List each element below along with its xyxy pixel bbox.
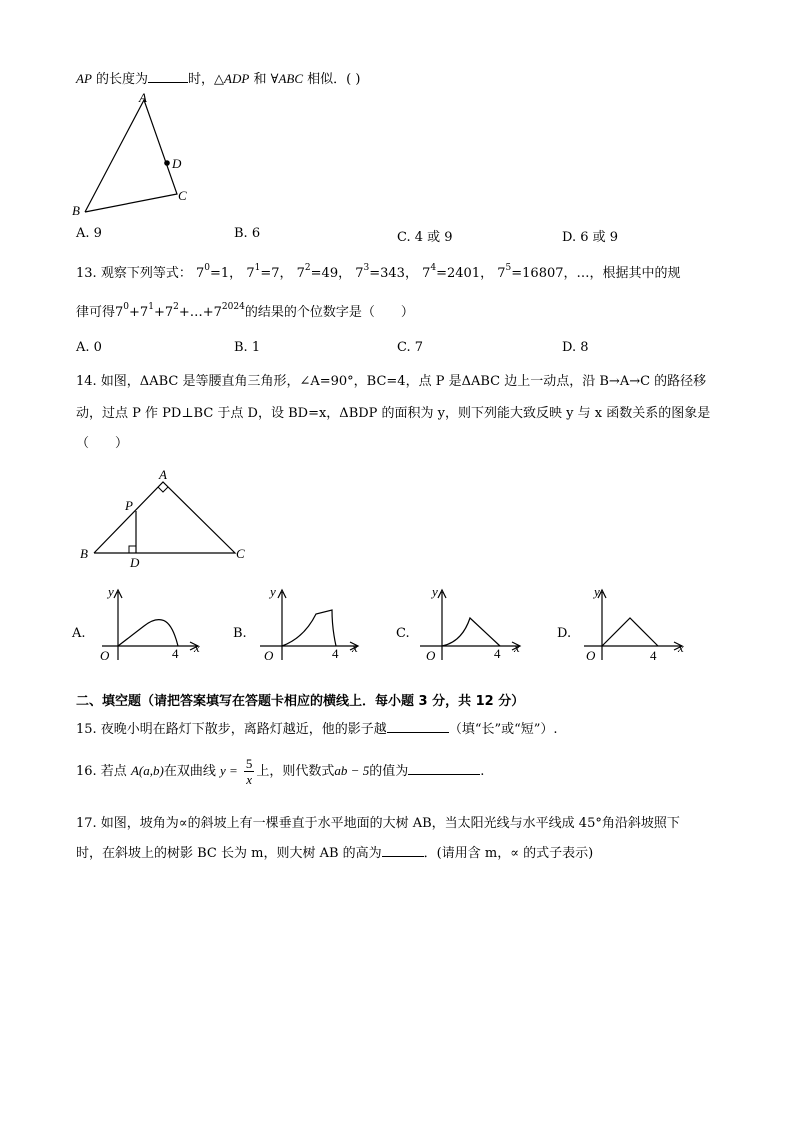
q12-and: 和 (249, 72, 271, 87)
q12-text2: 时， (188, 72, 215, 87)
q13-tail: …，根据其中的规 (576, 266, 681, 281)
q12-label-c: C (178, 188, 187, 203)
q12-label-a: A (139, 90, 147, 105)
q16-before: 16. 若点 (76, 764, 127, 779)
q14-line3: （ ） (76, 436, 129, 451)
svg-text:y: y (432, 584, 438, 599)
svg-text:O: O (426, 648, 436, 663)
q16-point: A(a,b) (130, 763, 164, 778)
q13-eq: $7^3=343$， (355, 263, 418, 281)
q12-option-b[interactable]: B. 6 (234, 226, 261, 241)
q13-eq: $7^2=49$， (296, 263, 352, 281)
q14-label-a: A (159, 467, 167, 482)
q13-option-d[interactable]: D. 8 (562, 340, 589, 355)
q14-line1: 14. 如图，ΔABC 是等腰直角三角形，∠A=90°，BC=4，点 P 是ΔABC 边上一动点，沿 B→A→C 的路径移 (76, 374, 707, 389)
q14-graph-option-a-label[interactable]: A. (72, 626, 86, 641)
q12-tri2: ∀ABC (270, 71, 303, 86)
q12-label-b: B (72, 203, 80, 218)
svg-text:O: O (100, 648, 110, 663)
q14-triangle-lines (94, 482, 235, 553)
q14-label-d: D (130, 555, 140, 569)
svg-text:x: x (352, 640, 358, 655)
q14-graph-option-d[interactable] (582, 584, 694, 664)
q17-line2 (76, 842, 593, 861)
q17-line2-a: 时，在斜坡上的树影 BC 长为 m，则大树 AB 的高为 (76, 846, 382, 861)
svg-text:4: 4 (172, 646, 179, 661)
svg-text:4: 4 (332, 646, 339, 661)
q16-period: . (480, 764, 485, 779)
svg-text:y: y (108, 584, 114, 599)
q13-option-c[interactable]: C. 7 (397, 340, 424, 355)
q12-triangle-figure (60, 88, 200, 220)
q13-option-a[interactable]: A. 0 (76, 340, 102, 355)
q12-prefix: AP (76, 71, 92, 86)
q14-graph-option-c[interactable] (418, 584, 538, 664)
q14-line2: 动，过点 P 作 PD⊥BC 于点 D，设 BD=x，ΔBDP 的面积为 y，则下列能大致反映 y 与 x 函数关系的图象是 (76, 406, 711, 421)
q16-stem (76, 756, 484, 787)
q16-mid: 在双曲线 (163, 764, 216, 779)
svg-text:x: x (194, 640, 200, 655)
q16-answer-blank[interactable] (408, 761, 480, 775)
svg-text:O: O (586, 648, 596, 663)
svg-text:O: O (264, 648, 274, 663)
q12-option-a[interactable]: A. 9 (76, 226, 102, 241)
q16-end: 的值为 (369, 764, 409, 779)
q16-fraction: $\frac{5}{x}$ (245, 756, 253, 787)
q12-text1: 的长度为 (91, 72, 149, 87)
q12-point-d (164, 160, 170, 166)
q15-stem (76, 718, 558, 737)
q14-right-angle-d (129, 546, 136, 553)
q13-line2-end: 的结果的个位数字是（ ） (244, 305, 414, 320)
q15-answer-blank[interactable] (387, 719, 449, 733)
q12-triangle-lines (85, 100, 177, 212)
q12-label-d: D (172, 156, 182, 171)
q13-eq: $7^4=2401$， (422, 263, 494, 281)
q14-graph-option-b[interactable] (256, 584, 376, 664)
q13-lead: 观察下列等式： (100, 266, 192, 281)
q16-y-eq: y = (219, 763, 238, 778)
q17-line2-b: ．(请用含 m，∝ 的式子表示) (423, 846, 594, 861)
q13-line2 (76, 301, 414, 320)
q14-graph-option-b-label[interactable]: B. (233, 626, 247, 641)
svg-text:x: x (514, 640, 520, 655)
svg-text:y: y (270, 584, 276, 599)
q12-answer-blank[interactable] (148, 69, 188, 83)
q17-answer-blank[interactable] (382, 843, 424, 857)
svg-text:4: 4 (494, 646, 501, 661)
q14-label-b: B (80, 546, 88, 561)
q17-line1: 17. 如图，坡角为∝的斜坡上有一棵垂直于水平地面的大树 AB，当太阳光线与水平线成 45°角沿斜坡照下 (76, 816, 680, 831)
q13-number: 13. (76, 266, 97, 281)
q13-option-b[interactable]: B. 1 (234, 340, 261, 355)
q12-option-c[interactable]: C. 4 或 9 (397, 230, 453, 245)
q15-text: 15. 夜晚小明在路灯下散步，离路灯越近，他的影子越 (76, 722, 387, 737)
q13-eq: $7^1=7$， (246, 263, 293, 281)
q15-after: （填“长”或“短”）. (448, 722, 558, 737)
q14-graph-option-c-label[interactable]: C. (396, 626, 410, 641)
q14-right-angle-a (158, 487, 168, 492)
q13-line1 (76, 262, 681, 281)
q14-triangle-figure (74, 465, 254, 569)
q16-expr: ab − 5 (334, 763, 370, 778)
q12-tri1: △ADP (214, 71, 250, 86)
q14-graph-option-d-label[interactable]: D. (557, 626, 572, 641)
q13-line2-start: 律可得 (76, 305, 116, 320)
q13-sum: $7^0+7^1+7^2+\dots+7^{2024}$ (115, 302, 245, 320)
q14-label-p: P (125, 498, 133, 513)
q13-eq: $7^5=16807$， (497, 263, 577, 281)
q12-stem (76, 68, 360, 87)
q12-text3: 相似．( ) (303, 72, 361, 87)
section2-title: 二、填空题（请把答案填写在答题卡相应的横线上．每小题 3 分，共 12 分） (76, 694, 525, 709)
q14-label-c: C (236, 546, 245, 561)
q14-graph-option-a[interactable] (92, 584, 212, 664)
svg-text:y: y (594, 584, 600, 599)
svg-text:4: 4 (650, 648, 657, 663)
svg-text:x: x (678, 640, 684, 655)
q16-after: 上，则代数式 (256, 764, 335, 779)
q12-option-d[interactable]: D. 6 或 9 (562, 230, 619, 245)
q13-eq: $7^0=1$， (195, 263, 243, 281)
